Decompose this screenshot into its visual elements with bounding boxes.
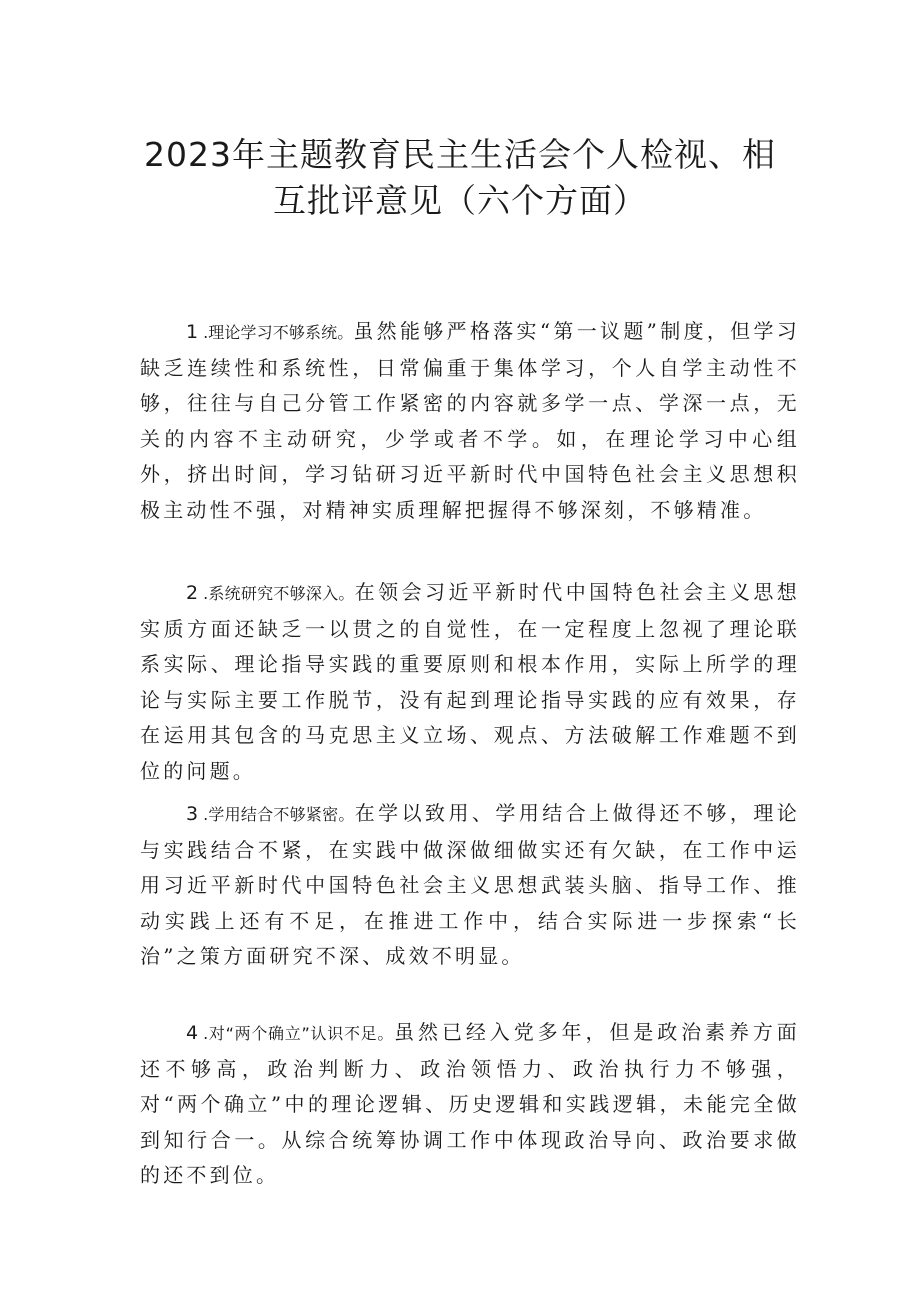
paragraph-heading: .对“两个确立”认识不足。 <box>203 1024 395 1043</box>
paragraph-number: 2 <box>186 582 199 604</box>
paragraph-heading: .学用结合不够紧密。 <box>203 805 355 824</box>
paragraph-number: 1 <box>186 321 199 343</box>
paragraph-number: 4 <box>186 1022 199 1044</box>
paragraph-2 <box>140 575 800 789</box>
document-title-line-1: 2023年主题教育民主生活会个人检视、相 <box>144 135 776 174</box>
paragraph-3 <box>140 796 800 975</box>
paragraph-4 <box>140 1015 800 1194</box>
paragraph-number: 3 <box>186 803 199 825</box>
paragraph-heading: .理论学习不够系统。 <box>203 323 354 342</box>
paragraph-body: 虽然已经入党多年，但是政治素养方面还不够高，政治判断力、政治领悟力、政治执行力不够强，对“两个确立”中的理论逻辑、历史逻辑和实践逻辑，未能完全做到知行合一。从综合统筹协调工作中体现政治导向、政治要求做的还不到位。 <box>140 1020 801 1187</box>
paragraph-heading: .系统研究不够深入。 <box>203 584 355 603</box>
paragraph-1 <box>140 314 800 528</box>
document-title-line-2: 互批评意见（六个方面） <box>273 181 647 220</box>
paragraph-body: 在学以致用、学用结合上做得还不够，理论与实践结合不紧，在实践中做深做细做实还有欠缺，在工作中运用习近平新时代中国特色社会主义思想武装头脑、指导工作、推动实践上还有不足，在推进工作中，结合实际进一步探索“长治”之策方面研究不深、成效不明显。 <box>140 801 800 968</box>
paragraph-body: 虽然能够严格落实“第一议题”制度，但学习缺乏连续性和系统性，日常偏重于集体学习，个人自学主动性不够，往往与自己分管工作紧密的内容就多学一点、学深一点，无关的内容不主动研究，少学或者不学。如，在理论学习中心组外，挤出时间，学习钻研习近平新时代中国特色社会主义思想积极主动性不强，对精神实质理解把握得不够深刻，不够精准。 <box>140 319 800 522</box>
paragraph-body: 在领会习近平新时代中国特色社会主义思想实质方面还缺乏一以贯之的自觉性，在一定程度上忽视了理论联系实际、理论指导实践的重要原则和根本作用，实际上所学的理论与实际主要工作脱节，没有起到理论指导实践的应有效果，存在运用其包含的马克思主义立场、观点、方法破解工作难题不到位的问题。 <box>140 580 800 783</box>
